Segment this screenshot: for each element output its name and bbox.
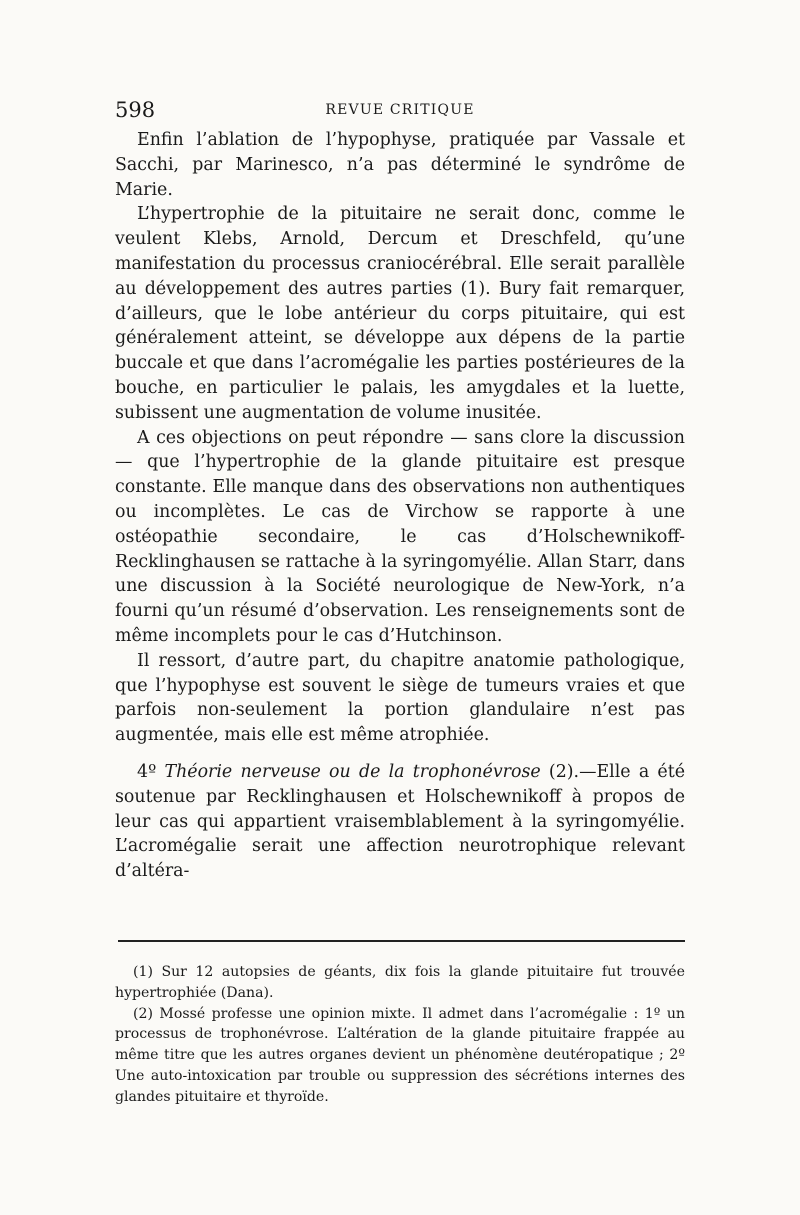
footnote-divider [118, 940, 685, 942]
running-head [115, 98, 685, 122]
paragraph: Enfin l’ablation de l’hypophyse, pratiquée par Vassale et Sacchi, par Marinesco, n’a pas déterminé le syndrôme de Marie. [115, 130, 685, 200]
footnote-1: (1) Sur 12 autopsies de géants, dix fois la glande pituitaire fut trouvée hypertrophiée (Dana). [115, 964, 685, 1001]
paragraph: Il ressort, d’autre part, du chapitre anatomie pathologique, que l’hypophyse est souvent le siège de tumeurs vraies et que parfois non-seulement la portion glandulaire n’est pas augmentée, mais elle est même atrophiée. [115, 650, 685, 746]
paragraph: L’hypertrophie de la pituitaire ne serait donc, comme le veulent Klebs, Arnold, Dercum et Dreschfeld, qu’une manifestation du processus craniocérébral. Elle serait parallèle au développement des autres parties (1). Bury fait remarquer, d’ailleurs, que le lobe antérieur du corps pituitaire, qui est généralement atteint, se développe aux dépens de la partie buccale et que dans l’acromégalie les parties postérieures de la bouche, en particulier le palais, les amygdales et la luette, subissent une augmentation de volume inusitée. [115, 204, 685, 423]
page-number: 598 [115, 98, 156, 122]
paragraph: A ces objections on peut répondre — sans clore la discussion — que l’hypertrophie de la glande pituitaire est presque constante. Elle manque dans des observations non authentiques ou incomplètes. Le cas de Virchow se rapporte à une ostéopathie secondaire, le cas d’Holschewnikoff-Recklinghausen se rattache à la syringomyélie. Allan Starr, dans une discussion à la Société neurologique de New-York, n’a fourni qu’un résumé d’observation. Les renseignements sont de même incomplets pour le cas d’Hutchinson. [115, 427, 685, 646]
footnote-2: (2) Mossé professe une opinion mixte. Il admet dans l’acromégalie : 1º un processus de trophonévrose. L’altération de la glande pituitaire frappée au même titre que les autres organes devient un phénomène deutéropatique ; 2º Une auto-intoxication par trouble ou suppression des sécrétions internes des glandes pituitaire et thyroïde. [115, 1005, 685, 1105]
section-number: 4º [137, 761, 165, 782]
section-paragraph [115, 760, 685, 884]
main-text [115, 128, 685, 884]
footnotes [115, 962, 685, 1108]
section-text: (2).—Elle a été soutenue par Recklinghausen et Holschewnikoff à propos de leur cas qui appartient vraisemblablement à la syringomyélie. L’acromégalie serait une affection neurotrophique relevant d’altéra- [115, 761, 685, 882]
section-title: Théorie nerveuse ou de la trophonévrose [164, 761, 541, 782]
running-title: REVUE CRITIQUE [325, 102, 475, 118]
